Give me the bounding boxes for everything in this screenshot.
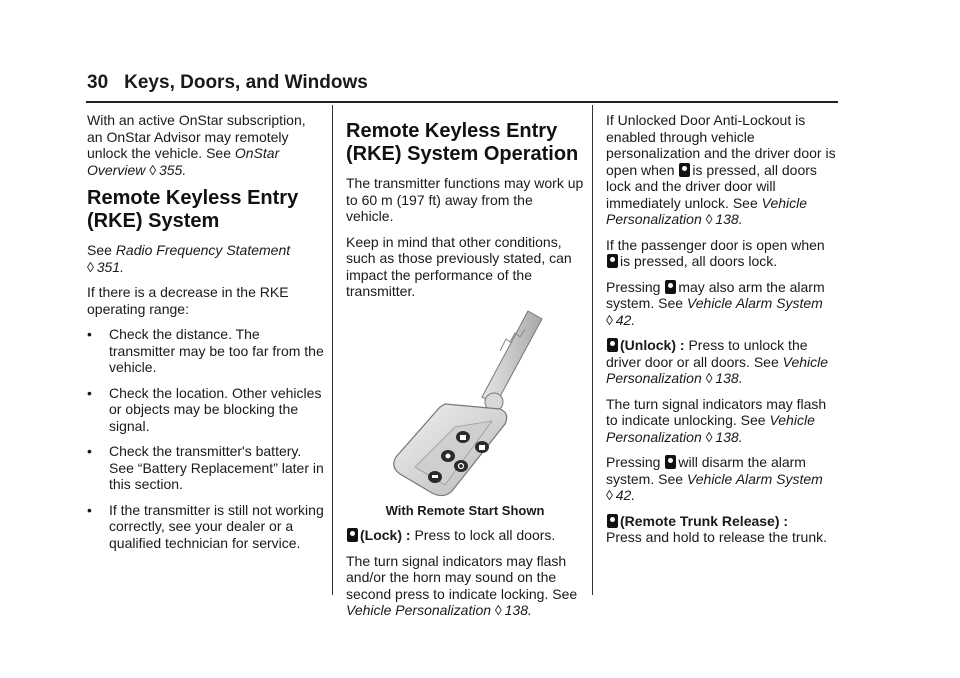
unlock-symbol-icon xyxy=(607,338,618,352)
page-number: 30 xyxy=(87,72,109,93)
remote-start-button-icon xyxy=(441,450,455,462)
lock-signal-paragraph: The turn signal indicators may flash and/or the horn may sound on the second press to indicate locking. See Vehicle Personalization ◊ 138. xyxy=(346,552,578,618)
unlock-description: (Unlock) : Press to unlock the driver door or all doors. See Vehicle Personalization ◊ 138. xyxy=(606,337,829,386)
range-paragraph: The transmitter functions may work up to 60 m (197 ft) away from the vehicle. xyxy=(346,175,584,224)
column-3 xyxy=(606,112,840,555)
lock-symbol-icon xyxy=(347,528,358,542)
bullet-icon: • xyxy=(87,501,92,518)
key-blade xyxy=(482,311,542,404)
page-reference-icon: ◊ xyxy=(606,311,613,328)
bullet-icon: • xyxy=(87,326,92,342)
bullet-icon: • xyxy=(87,384,92,401)
lock-symbol-icon xyxy=(607,254,618,268)
anti-lockout-paragraph: If Unlocked Door Anti-Lockout is enabled through vehicle personalization and the driver door is open when is pressed, all doors lock and the driver door will immediately unlock. See Vehicle Personalization ◊ 138. xyxy=(606,112,836,227)
column-2 xyxy=(346,112,584,628)
alarm-disarm-paragraph: Pressing will disarm the alarm system. See Vehicle Alarm System ◊ 42. xyxy=(606,454,823,503)
column-divider-1 xyxy=(332,105,333,595)
bullet-item: • Check the transmitter's battery. See “Battery Replacement” later in this section. xyxy=(87,443,324,492)
rke-system-heading: Remote Keyless Entry (RKE) System xyxy=(87,187,299,232)
page-reference-icon: ◊ xyxy=(701,428,713,445)
page-reference-icon: ◊ xyxy=(87,258,94,275)
vehicle-personalization-link[interactable]: Vehicle Personalization xyxy=(606,412,815,445)
page-reference-icon: ◊ xyxy=(701,211,713,227)
alarm-arm-paragraph: Pressing may also arm the alarm system. See Vehicle Alarm System ◊ 42. xyxy=(606,278,825,328)
unlock-symbol-icon xyxy=(665,455,676,469)
column-1 xyxy=(87,112,325,560)
page-reference-icon: ◊ xyxy=(701,370,713,386)
trunk-release-icon xyxy=(607,514,618,528)
column-divider-2 xyxy=(592,105,593,595)
bullet-item: • If the transmitter is still not working correctly, see your dealer or a qualified technician for service. xyxy=(87,501,324,551)
bullet-icon: • xyxy=(87,443,92,459)
lock-symbol-icon xyxy=(679,163,690,177)
conditions-paragraph: Keep in mind that other conditions, such as those previously stated, can impact the performance of the transmitter. xyxy=(346,233,572,299)
lock-description: (Lock) : Press to lock all doors. xyxy=(346,527,584,544)
see-paragraph: See Radio Frequency Statement ◊ 351. xyxy=(87,242,291,275)
radio-frequency-link[interactable]: Radio Frequency Statement xyxy=(115,242,291,258)
vehicle-personalization-link[interactable]: Vehicle Personalization xyxy=(606,194,808,227)
page-reference-icon: ◊ xyxy=(145,161,157,178)
passenger-door-paragraph: If the passenger door is open when is pressed, all doors lock. xyxy=(606,236,825,269)
page-reference-icon: ◊ xyxy=(606,487,613,503)
trunk-button-icon xyxy=(428,471,442,483)
key-fob-illustration xyxy=(370,309,560,499)
page-reference-icon: ◊ xyxy=(491,602,502,618)
bullet-item: • Check the location. Other vehicles or objects may be blocking the signal. xyxy=(87,384,322,434)
onstar-paragraph: With an active OnStar subscription, an OnStar Advisor may remotely unlock the vehicle. See OnStar Overview ◊ 355. xyxy=(87,112,306,178)
panic-button-icon xyxy=(454,460,468,472)
onstar-overview-link[interactable]: OnStar Overview xyxy=(87,145,280,178)
page-header xyxy=(87,72,368,94)
vehicle-alarm-link[interactable]: Vehicle Alarm System xyxy=(686,295,823,311)
trunk-description: (Remote Trunk Release) : Press and hold to release the trunk. xyxy=(606,512,828,545)
header-rule xyxy=(86,101,838,103)
unlock-button-icon xyxy=(475,441,489,453)
vehicle-alarm-link[interactable]: Vehicle Alarm System xyxy=(686,470,823,487)
vehicle-personalization-link[interactable]: Vehicle Personalization xyxy=(346,602,492,618)
unlock-signal-paragraph: The turn signal indicators may flash to indicate unlocking. See Vehicle Personalization ◊ 138. xyxy=(606,395,827,445)
section-title: Keys, Doors, and Windows xyxy=(124,72,368,93)
vehicle-personalization-link[interactable]: Vehicle Personalization xyxy=(606,353,829,386)
lock-button-icon xyxy=(456,431,470,443)
bullet-item: • Check the distance. The transmitter may be too far from the vehicle. xyxy=(87,326,324,375)
figure-caption: With Remote Start Shown xyxy=(385,502,545,518)
lock-symbol-icon xyxy=(665,280,676,294)
range-intro: If there is a decrease in the RKE operating range: xyxy=(87,284,289,317)
rke-operation-heading: Remote Keyless Entry (RKE) System Operation xyxy=(346,120,579,165)
